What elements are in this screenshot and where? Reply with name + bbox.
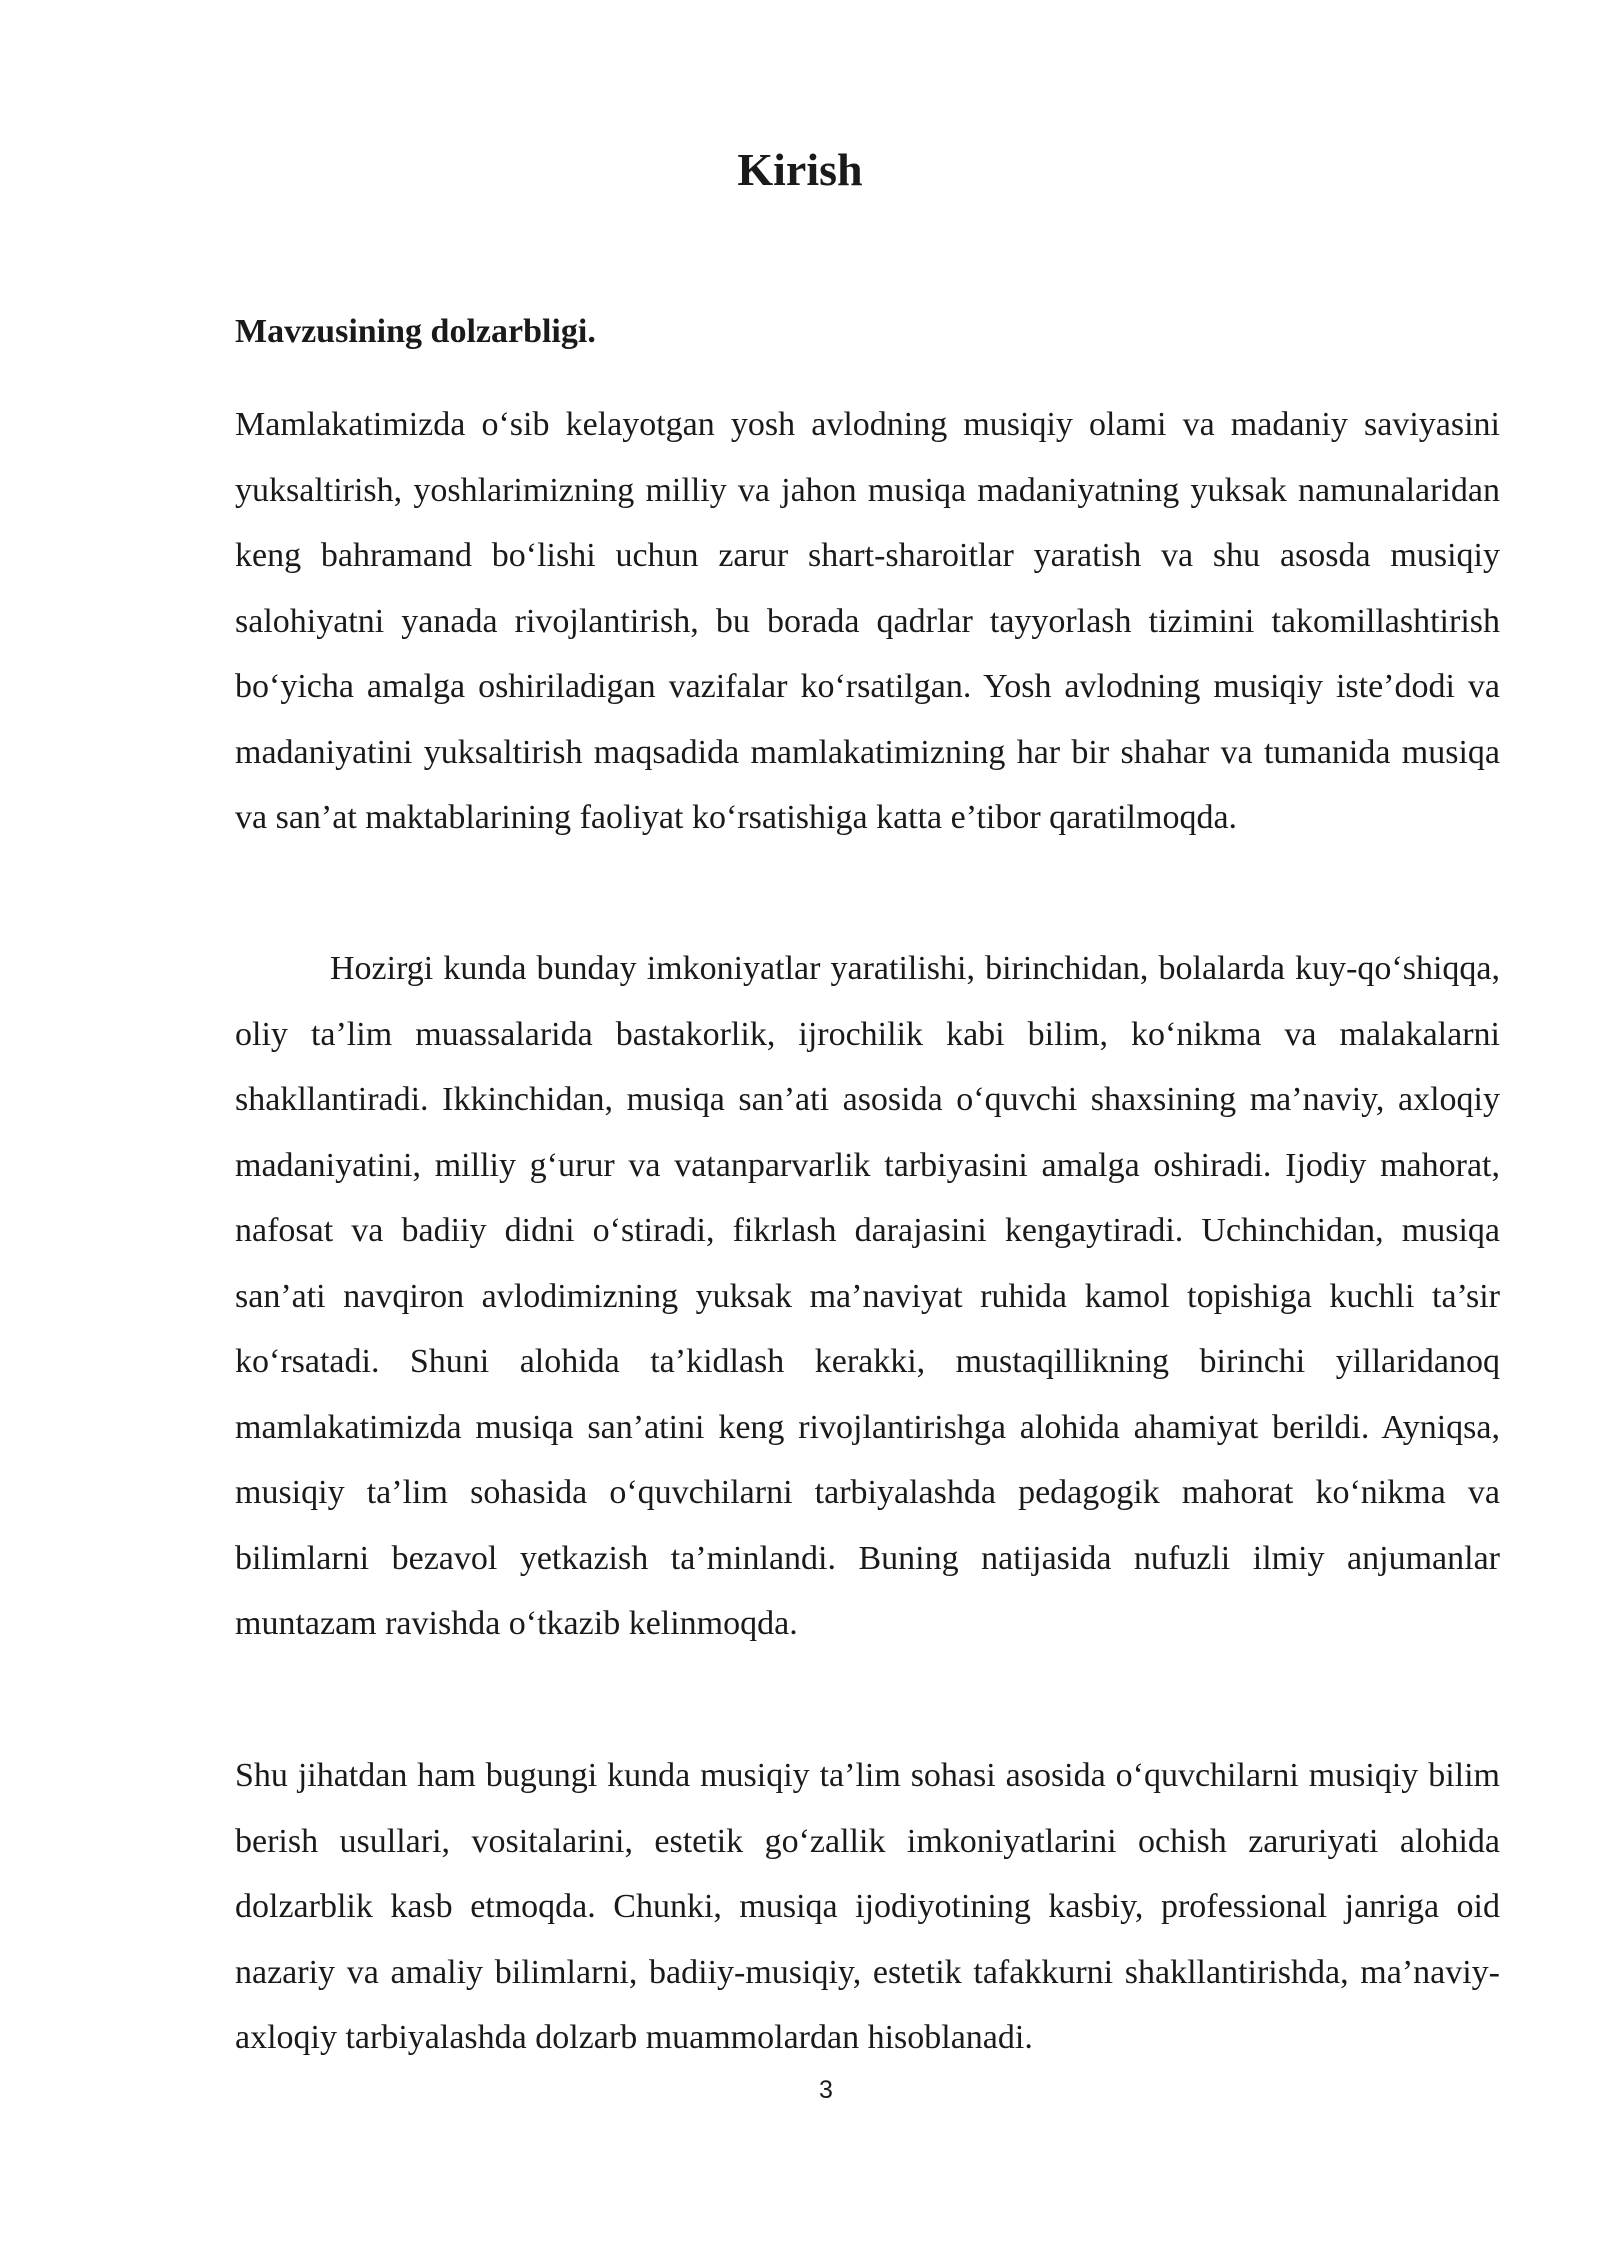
paragraph-2: Hozirgi kunda bunday imkoniyatlar yaratilishi, birinchidan, bolalarda kuy-qo‘shiqqa, oliy ta’lim muassalarida bastakorlik, ijrochilik kabi bilim, ko‘nikma va malakalarni shakllantiradi. Ikkinchidan, musiqa san’ati asosida o‘quvchi shaxsining ma’naviy, axloqiy madaniyatini, milliy g‘urur va vatanparvarlik tarbiyasini amalga oshiradi. Ijodiy mahorat, nafosat va badiiy didni o‘stiradi, fikrlash darajasini kengaytiradi. Uchinchidan, musiqa san’ati navqiron avlodimizning yuksak ma’naviyat ruhida kamol topishiga kuchli ta’sir ko‘rsatadi. Shuni alohida ta’kidlash kerakki, mustaqillikning birinchi yillaridanoq mamlakatimizda musiqa san’atini keng rivojlantirishga alohida ahamiyat berildi. Ayniqsa, musiqiy ta’lim sohasida o‘quvchilarni tarbiyalashda pedagogik mahorat ko‘nikma va bilimlarni bezavol yetkazish ta’minlandi. Buning natijasida nufuzli ilmiy anjumanlar muntazam ravishda o‘tkazib kelinmoqda. [235,950,1500,1642]
page-title: Kirish [737,144,863,195]
page-number: 3 [819,2076,833,2104]
paragraph-3: Shu jihatdan ham bugungi kunda musiqiy ta’lim sohasi asosida o‘quvchilarni musiqiy bilim berish usullari, vositalarini, estetik go‘zallik imkoniyatlarini ochish zaruriyati alohida dolzarblik kasb etmoqda. Chunki, musiqa ijodiyotining kasbiy, professional janriga oid nazariy va amaliy bilimlarni, badiiy-musiqiy, estetik tafakkurni shakllantirishda, ma’naviy-axloqiy tarbiyalashda dolzarb muammolardan hisoblanadi. [235,1757,1500,2056]
section-heading: Mavzusining dolzarbligi. [235,313,596,350]
paragraph-1: Mamlakatimizda o‘sib kelayotgan yosh avlodning musiqiy olami va madaniy saviyasini yuksaltirish, yoshlarimizning milliy va jahon musiqa madaniyatning yuksak namunalaridan keng bahramand bo‘lishi uchun zarur shart-sharoitlar yaratish va shu asosda musiqiy salohiyatni yanada rivojlantirish, bu borada qadrlar tayyorlash tizimini takomillashtirish bo‘yicha amalga oshiriladigan vazifalar ko‘rsatilgan. Yosh avlodning musiqiy iste’dodi va madaniyatini yuksaltirish maqsadida mamlakatimizning har bir shahar va tumanida musiqa va san’at maktablarining faoliyat ko‘rsatishiga katta e’tibor qaratilmoqda. [235,406,1500,836]
